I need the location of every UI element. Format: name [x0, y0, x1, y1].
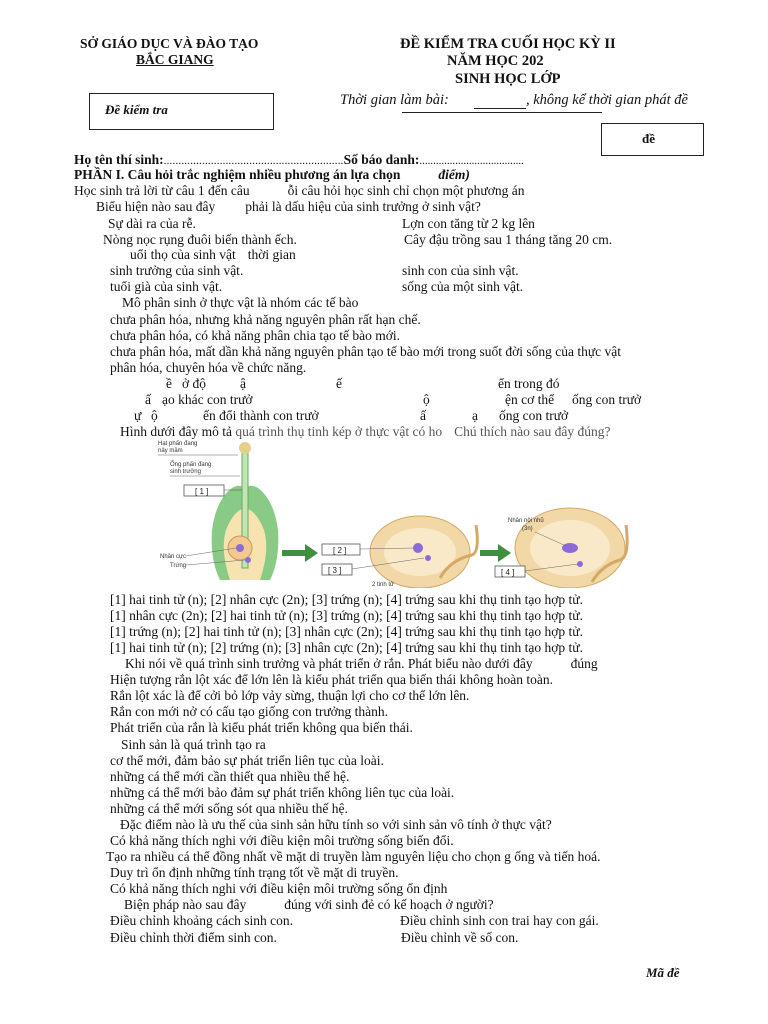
- q2-option-a[interactable]: sinh trưởng của sinh vật.: [110, 263, 244, 278]
- school-year: NĂM HỌC 202: [447, 53, 544, 69]
- q1-option-b[interactable]: Lợn con tăng từ 2 kg lên: [402, 216, 535, 231]
- exam-code-label: đề: [642, 131, 655, 146]
- q5-stem-c: Chú thích nào sau đây đúng?: [454, 424, 611, 439]
- q8-option-d[interactable]: Có khả năng thích nghi với điều kiện môi trường sống ổn định: [110, 881, 448, 896]
- q4-line1-d: ế: [336, 376, 342, 391]
- q6-option-c[interactable]: Rắn con mới nở có cấu tạo giống con trưởng thành.: [110, 704, 389, 719]
- time-blank: [474, 108, 526, 109]
- subject-line: SINH HỌC LỚP: [455, 71, 561, 87]
- q5-stem-a: Hình dưới đây mô tả: [120, 424, 232, 439]
- q9-option-d[interactable]: Điều chỉnh về số con.: [401, 930, 519, 945]
- q9-option-a[interactable]: Điều chỉnh khoảng cách sinh con.: [110, 913, 293, 928]
- q7-stem: Sinh sản là quá trình tạo ra: [121, 737, 266, 752]
- figure-label-2: [ 2 ]: [333, 546, 347, 555]
- q5-option-d[interactable]: [1] hai tinh tử (n); [2] trứng (n); [3] nhân cực (2n); [4] trứng sau khi thụ tinh tạo hợp tử.: [110, 640, 583, 655]
- q1-stem: [96, 199, 481, 215]
- double-fertilization-figure: [150, 440, 650, 588]
- q5-stem: [120, 424, 610, 440]
- q1-option-a[interactable]: Sự dài ra của rễ.: [108, 216, 196, 231]
- q2-stem-a: uổi thọ của sinh vật: [130, 247, 236, 262]
- q8-option-b[interactable]: Tạo ra nhiều cá thể đồng nhất về mặt di truyền làm nguyên liệu cho chọn g ống và tiến hoá.: [106, 849, 601, 864]
- q9-stem: [124, 897, 494, 913]
- q6-stem: [125, 656, 598, 672]
- q2-stem: [130, 247, 296, 263]
- q4-line3-c[interactable]: ến đổi thành con trưở: [203, 408, 319, 423]
- part1-instruction: [74, 183, 524, 199]
- q3-option-c[interactable]: chưa phân hóa, mất dần khả năng nguyên phân tạo tế bào mới trong suốt đời sống của thực vật: [110, 344, 622, 359]
- department-line1: SỞ GIÁO DỤC VÀ ĐÀO TẠO: [80, 36, 259, 51]
- q9-stem-b: đúng với sinh đẻ có kế hoạch ở người?: [284, 897, 494, 912]
- name-dots[interactable]: .............................................................: [163, 155, 344, 167]
- exam-title: ĐỀ KIỂM TRA CUỐI HỌC KỲ II: [400, 36, 616, 52]
- q2-stem-b: thời gian: [247, 247, 296, 262]
- q4-line1-c: ậ: [240, 376, 246, 391]
- exam-code-box: [601, 123, 704, 156]
- q8-option-a[interactable]: Có khả năng thích nghi với điều kiện môi trường sống biến đổi.: [110, 833, 454, 848]
- figure-label-3: [ 3 ]: [328, 566, 342, 575]
- q9-option-c[interactable]: Điều chỉnh thời điểm sinh con.: [110, 930, 277, 945]
- arrow-icon-2: [480, 544, 511, 562]
- q4-line2-e: ống con trưở: [572, 392, 642, 407]
- q4-line3-b: ộ: [151, 408, 158, 423]
- q4-line3-d: ấ: [420, 408, 426, 423]
- q4-line2-c: ộ: [423, 392, 430, 407]
- q7-option-d[interactable]: những cá thể mới sống sót qua nhiều thế hệ.: [110, 801, 348, 816]
- q1-stem-b: phải là dấu hiệu của sinh trưởng ở sinh vật?: [245, 199, 481, 214]
- q6-option-b[interactable]: Rắn lột xác là để cởi bỏ lớp vảy sừng, thuận lợi cho cơ thể lớn lên.: [110, 688, 470, 703]
- q2-option-d[interactable]: sống của một sinh vật.: [402, 279, 524, 294]
- q5-stem-b: quá trình thụ tinh kép ở thực vật có ho: [235, 424, 443, 439]
- label-two-sperm: 2 tinh tử: [372, 582, 395, 588]
- label-germinating-pollen: Hạt phấn đang: [158, 441, 198, 447]
- q3-stem: Mô phân sinh ở thực vật là nhóm các tế bào: [122, 295, 359, 310]
- figure-label-4: [ 4 ]: [501, 568, 515, 577]
- label-endosperm-2: (3n): [522, 526, 533, 532]
- q6-stem-b: đúng: [570, 656, 598, 671]
- label-polar-nuclei: Nhân cực: [160, 554, 187, 560]
- q3-option-d[interactable]: phân hóa, chuyên hóa về chức năng.: [110, 360, 307, 375]
- q4-line1-b: ở độ: [182, 376, 207, 391]
- part1-title-suffix: điểm): [438, 167, 470, 182]
- instruction-a: Học sinh trả lời từ câu 1 đến câu: [74, 183, 250, 198]
- student-info-line: [74, 152, 524, 168]
- name-label: Họ tên thí sinh:: [74, 152, 164, 167]
- q4-line1-e: ển trong đó: [498, 376, 560, 391]
- q8-option-c[interactable]: Duy trì ổn định những tính trạng tốt về mặt di truyền.: [110, 865, 399, 880]
- q6-option-a[interactable]: Hiện tượng rắn lột xác để lớn lên là kiểu phát triển qua biến thái không hoàn toàn.: [110, 672, 553, 687]
- q8-stem: Đặc điểm nào là ưu thế của sinh sản hữu tính so với sinh sản vô tính ở thực vật?: [120, 817, 552, 832]
- q5-option-a[interactable]: [1] hai tinh tử (n); [2] nhân cực (2n); [3] trứng (n); [4] trứng sau khi thụ tinh tạo hợp tử.: [110, 592, 583, 607]
- q4-line2-d[interactable]: ện cơ thể: [505, 392, 555, 407]
- label-egg: Trứng: [170, 563, 187, 569]
- q1-option-d[interactable]: Cây đậu trồng sau 1 tháng tăng 20 cm.: [404, 232, 613, 247]
- id-dots[interactable]: ......................................: [419, 155, 524, 167]
- q7-option-c[interactable]: những cá thể mới bảo đảm sự phát triển không liên tục của loài.: [110, 785, 455, 800]
- q9-stem-a: Biện pháp nào sau đây: [124, 897, 247, 912]
- exam-type-label: Đề kiểm tra: [105, 102, 168, 117]
- q9-option-b[interactable]: Điều chỉnh sinh con trai hay con gái.: [400, 913, 599, 928]
- figure-label-1: [ 1 ]: [195, 487, 209, 496]
- q6-option-d[interactable]: Phát triển của rắn là kiểu phát triển không qua biến thái.: [110, 720, 413, 735]
- id-label: Số báo danh:: [343, 152, 420, 167]
- time-underline: [402, 112, 602, 113]
- q5-option-b[interactable]: [1] nhân cực (2n); [2] hai tinh tử (n); [3] trứng (n); [4] trứng sau khi thụ tinh tạo hợp tử.: [110, 608, 583, 623]
- q7-option-b[interactable]: những cá thể mới cần thiết qua nhiều thế hệ.: [110, 769, 350, 784]
- q6-stem-a: Khi nói về quá trình sinh trưởng và phát triển ở rắn. Phát biểu nào dưới đây: [125, 656, 533, 671]
- ovule-diagram-2: [370, 516, 477, 588]
- ovule-diagram-1: [212, 442, 279, 580]
- department-line2: BẮC GIANG: [136, 52, 214, 67]
- q1-stem-a: Biểu hiện nào sau đây: [96, 199, 216, 214]
- instruction-b: ỗi câu hỏi học sinh chỉ chọn một phương án: [287, 183, 525, 198]
- time-label: Thời gian làm bài:: [340, 92, 449, 108]
- q4-line1-a: ề: [166, 376, 172, 391]
- q4-line3-a: ự: [134, 408, 142, 423]
- label-germinating-pollen-2: nảy mầm: [158, 448, 183, 454]
- arrow-icon-1: [282, 544, 318, 562]
- q2-option-b[interactable]: sinh con của sinh vật.: [402, 263, 519, 278]
- label-endosperm: Nhân nội nhũ: [508, 518, 544, 524]
- q7-option-a[interactable]: cơ thể mới, đảm bảo sự phát triển liên tục của loài.: [110, 753, 384, 768]
- q4-line2-a: ấ: [145, 392, 151, 407]
- label-pollen-tube: Ống phấn đang: [170, 462, 212, 468]
- q4-line3-e: ạ: [472, 408, 478, 423]
- q3-option-a[interactable]: chưa phân hóa, nhưng khả năng nguyên phân rất hạn chế.: [110, 312, 421, 327]
- q5-option-c[interactable]: [1] trứng (n); [2] hai tinh tử (n); [3] nhân cực (2n); [4] trứng sau khi thụ tinh tạo hợp tử.: [110, 624, 583, 639]
- q4-line2-b[interactable]: ạo khác con trưở: [162, 392, 253, 407]
- q2-option-c[interactable]: tuổi già của sinh vật.: [110, 279, 223, 294]
- part1-title: [74, 167, 470, 183]
- exam-code-footer: Mã đề: [646, 965, 680, 980]
- part1-title-text: PHẦN I. Câu hỏi trắc nghiệm nhiều phương án lựa chọn: [74, 167, 401, 182]
- q3-option-b[interactable]: chưa phân hóa, có khả năng phân chia tạo tế bào mới.: [110, 328, 400, 343]
- time-note: , không kể thời gian phát đề: [526, 92, 688, 108]
- q1-option-c[interactable]: Nòng nọc rụng đuôi biến thành ếch.: [103, 232, 297, 247]
- label-pollen-tube-2: sinh trưởng: [170, 469, 201, 475]
- q4-line3-f: ống con trưở: [499, 408, 569, 423]
- exam-type-box: [89, 93, 274, 130]
